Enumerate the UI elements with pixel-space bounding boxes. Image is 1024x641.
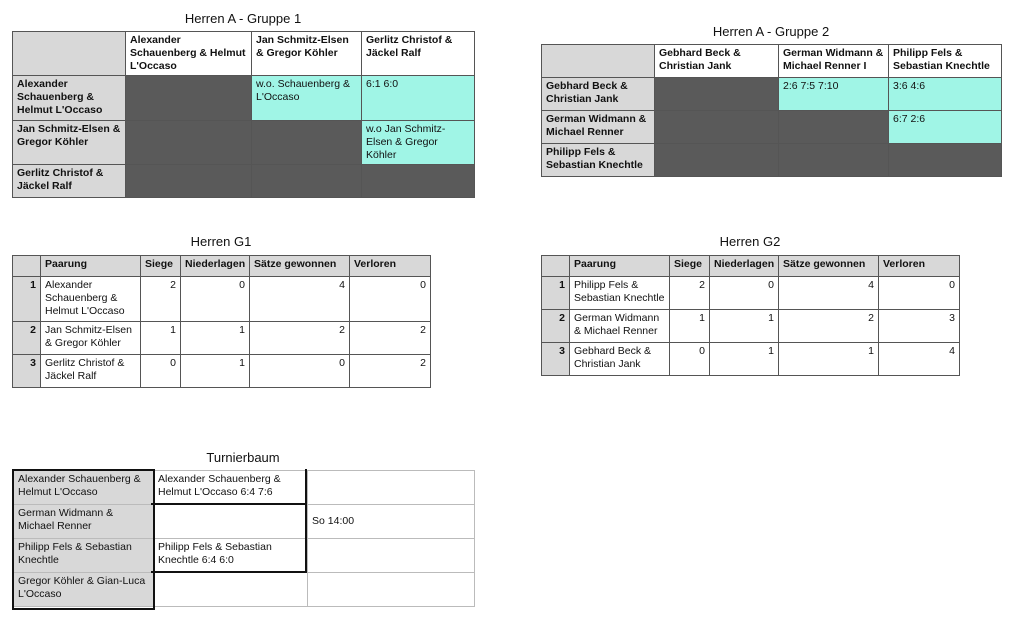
- group1-cell-empty: [126, 121, 252, 165]
- column-header: Verloren: [350, 256, 431, 277]
- pair-cell: German Widmann & Michael Renner: [570, 310, 670, 343]
- column-header: Paarung: [41, 256, 141, 277]
- group1-cell-empty: [362, 165, 475, 198]
- group1-col-header: Alexander Schauenberg & Helmut L'Occaso: [126, 32, 252, 76]
- saetze-cell: 2: [250, 322, 350, 355]
- group1-row-header: Alexander Schauenberg & Helmut L'Occaso: [13, 76, 126, 121]
- column-header: Siege: [670, 256, 710, 277]
- standings-g2-title: Herren G2: [719, 234, 781, 249]
- saetze-cell: 4: [250, 277, 350, 322]
- group1-col-header: Gerlitz Christof & Jäckel Ralf: [362, 32, 475, 76]
- group2-cell-empty: [655, 78, 779, 111]
- niederlagen-cell: 0: [710, 277, 779, 310]
- verloren-cell: 0: [879, 277, 960, 310]
- table-row: [13, 322, 431, 355]
- bracket-entrant: Alexander Schauenberg & Helmut L'Occaso: [14, 471, 154, 505]
- bracket-empty: [154, 573, 308, 607]
- column-header: Paarung: [570, 256, 670, 277]
- group2-title: Herren A - Gruppe 2: [712, 24, 830, 39]
- group2-row-header: German Widmann & Michael Renner: [542, 111, 655, 144]
- group1-cell-empty: [126, 76, 252, 121]
- rank-cell: 1: [13, 277, 41, 322]
- verloren-cell: 2: [350, 355, 431, 388]
- table-row: [13, 355, 431, 388]
- standings-g2-table: [541, 255, 960, 376]
- table-row: [542, 343, 960, 376]
- saetze-cell: 2: [779, 310, 879, 343]
- niederlagen-cell: 1: [181, 355, 250, 388]
- pair-cell: Philipp Fels & Sebastian Knechtle: [570, 277, 670, 310]
- column-header: Sätze gewonnen: [779, 256, 879, 277]
- verloren-cell: 2: [350, 322, 431, 355]
- group1-row-header: Gerlitz Christof & Jäckel Ralf: [13, 165, 126, 198]
- group1-corner: [13, 32, 126, 76]
- siege-cell: 2: [670, 277, 710, 310]
- group2-row-header: Philipp Fels & Sebastian Knechtle: [542, 144, 655, 177]
- niederlagen-cell: 0: [181, 277, 250, 322]
- siege-cell: 0: [670, 343, 710, 376]
- group1-title: Herren A - Gruppe 1: [184, 11, 302, 26]
- group1-cell-empty: [252, 165, 362, 198]
- group2-cell-empty: [889, 144, 1002, 177]
- bracket-empty: [308, 573, 475, 607]
- column-header: Sätze gewonnen: [250, 256, 350, 277]
- siege-cell: 0: [141, 355, 181, 388]
- group2-cell-result: 2:6 7:5 7:10: [779, 78, 889, 111]
- verloren-cell: 4: [879, 343, 960, 376]
- group1-cell-result: w.o. Schauenberg & L'Occaso: [252, 76, 362, 121]
- pair-cell: Gerlitz Christof & Jäckel Ralf: [41, 355, 141, 388]
- group2-cell-empty: [655, 111, 779, 144]
- column-header: Niederlagen: [710, 256, 779, 277]
- group2-cell-empty: [655, 144, 779, 177]
- niederlagen-cell: 1: [710, 310, 779, 343]
- group2-corner: [542, 45, 655, 78]
- siege-cell: 1: [141, 322, 181, 355]
- table-row: [13, 277, 431, 322]
- group2-col-header: German Widmann & Michael Renner I: [779, 45, 889, 78]
- group2-col-header: Gebhard Beck & Christian Jank: [655, 45, 779, 78]
- group1-cell-result: 6:1 6:0: [362, 76, 475, 121]
- rank-cell: 2: [542, 310, 570, 343]
- standings-g2-corner: [542, 256, 570, 277]
- niederlagen-cell: 1: [181, 322, 250, 355]
- saetze-cell: 4: [779, 277, 879, 310]
- table-row: [542, 310, 960, 343]
- pair-cell: Alexander Schauenberg & Helmut L'Occaso: [41, 277, 141, 322]
- standings-g1-corner: [13, 256, 41, 277]
- pair-cell: Jan Schmitz-Elsen & Gregor Köhler: [41, 322, 141, 355]
- pair-cell: Gebhard Beck & Christian Jank: [570, 343, 670, 376]
- bracket-semi1-winner: Alexander Schauenberg & Helmut L'Occaso 6:4 7:6: [154, 471, 308, 505]
- rank-cell: 3: [13, 355, 41, 388]
- siege-cell: 1: [670, 310, 710, 343]
- standings-g1-title: Herren G1: [190, 234, 252, 249]
- siege-cell: 2: [141, 277, 181, 322]
- bracket-entrant: German Widmann & Michael Renner: [14, 505, 154, 539]
- group2-cell-result: 6:7 2:6: [889, 111, 1002, 144]
- bracket-title: Turnierbaum: [206, 450, 280, 465]
- bracket-final: So 14:00: [308, 505, 475, 539]
- bracket-semi2-winner: Philipp Fels & Sebastian Knechtle 6:4 6:0: [154, 539, 308, 573]
- bracket-empty: [308, 471, 475, 505]
- group2-matrix: [541, 44, 1002, 177]
- rank-cell: 1: [542, 277, 570, 310]
- group2-cell-result: 3:6 4:6: [889, 78, 1002, 111]
- table-row: [542, 277, 960, 310]
- rank-cell: 3: [542, 343, 570, 376]
- group1-matrix: [12, 31, 475, 198]
- saetze-cell: 0: [250, 355, 350, 388]
- column-header: Verloren: [879, 256, 960, 277]
- group1-col-header: Jan Schmitz-Elsen & Gregor Köhler: [252, 32, 362, 76]
- bracket-empty: [154, 505, 308, 539]
- bracket-table: [13, 470, 475, 607]
- group1-cell-empty: [252, 121, 362, 165]
- bracket-entrant: Philipp Fels & Sebastian Knechtle: [14, 539, 154, 573]
- bracket-entrant: Gregor Köhler & Gian-Luca L'Occaso: [14, 573, 154, 607]
- rank-cell: 2: [13, 322, 41, 355]
- group1-cell-result: w.o Jan Schmitz-Elsen & Gregor Köhler: [362, 121, 475, 165]
- niederlagen-cell: 1: [710, 343, 779, 376]
- group2-row-header: Gebhard Beck & Christian Jank: [542, 78, 655, 111]
- column-header: Siege: [141, 256, 181, 277]
- standings-g1-table: [12, 255, 431, 388]
- saetze-cell: 1: [779, 343, 879, 376]
- verloren-cell: 3: [879, 310, 960, 343]
- group1-row-header: Jan Schmitz-Elsen & Gregor Köhler: [13, 121, 126, 165]
- group1-cell-empty: [126, 165, 252, 198]
- group2-cell-empty: [779, 111, 889, 144]
- verloren-cell: 0: [350, 277, 431, 322]
- bracket-empty: [308, 539, 475, 573]
- column-header: Niederlagen: [181, 256, 250, 277]
- group2-cell-empty: [779, 144, 889, 177]
- group2-col-header: Philipp Fels & Sebastian Knechtle: [889, 45, 1002, 78]
